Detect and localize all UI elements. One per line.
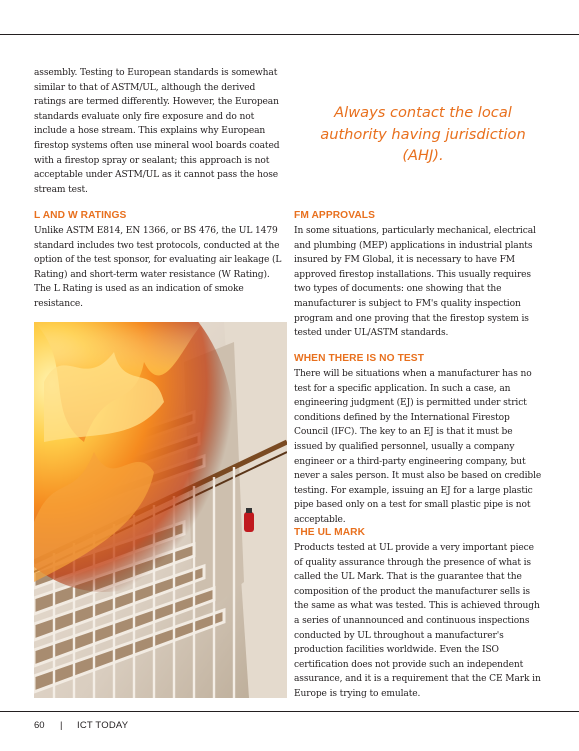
no-test-heading: WHEN THERE IS NO TEST xyxy=(294,353,425,364)
ul-mark-section xyxy=(294,526,542,702)
fm-approvals-body: In some situations, particularly mechanical, electrical and plumbing (MEP) applications in industrial plants insured by FM Global, it is necessary to have FM approved firestop installations. This usually requires two types of documents: one showing that the manufacturer is subject to FM's quality inspection program and one proving that the firestop system is tested under UL/ASTM standards. xyxy=(294,226,536,339)
stairwell-fire-photo xyxy=(34,322,287,698)
top-rule xyxy=(0,34,579,35)
l-and-w-heading: L AND W RATINGS xyxy=(34,210,127,221)
ul-mark-heading: THE UL MARK xyxy=(294,527,366,538)
intro-column xyxy=(34,66,286,197)
footer-separator: | xyxy=(60,720,63,731)
l-and-w-body: Unlike ASTM E814, EN 1366, or BS 476, the UL 1479 standard includes two test protocols, conducted at the option of the test sponsor, for evaluating air leakage (L Rating) and short-term water resistance (W Rating). The L Rating is used as an indication of smoke resistance. xyxy=(34,226,282,309)
pull-quote: Always contact the local authority having jurisdiction (AHJ). xyxy=(320,104,526,164)
bottom-rule xyxy=(0,711,579,712)
no-test-body: There will be situations when a manufacturer has no test for a specific application. In such a case, an engineering judgment (EJ) is permitted under strict conditions defined by the International Firestop Council (IFC). The key to an EJ is that it must be issued by qualified personnel, usually a company engineer or a third-party engineering company, but never a sales person. It must also be based on credible testing. For example, issuing an EJ for a large plastic pipe based only on a test for small plastic pipe is not acceptable. xyxy=(294,369,542,525)
fm-approvals-heading: FM APPROVALS xyxy=(294,210,376,221)
no-test-section xyxy=(294,352,542,528)
publication-name: ICT TODAY xyxy=(77,720,129,731)
fm-approvals-section xyxy=(294,209,542,341)
page-number: 60 xyxy=(34,720,45,731)
intro-paragraph: assembly. Testing to European standards is somewhat similar to that of ASTM/UL, although the derived ratings are termed differently. However, the European standards evaluate only fire exposure and do not include a hose stream. This explains why European firestop systems often use mineral wool boards coated with a firestop spray or sealant; this approach is not acceptable under ASTM/UL as it cannot pass the hose stream test. xyxy=(34,68,280,195)
ul-mark-body: Products tested at UL provide a very important piece of quality assurance through the presence of what is called the UL Mark. That is the guarantee that the composition of the product the manufacturer sells is the same as what was tested. This is achieved through a series of unannounced and continuous inspections conducted by UL throughout a manufacturer's production facilities worldwide. Even the ISO certification does not provide such an independent assurance, and it is a requirement that the CE Mark in Europe is trying to emulate. xyxy=(294,543,541,699)
l-and-w-section xyxy=(34,209,286,312)
